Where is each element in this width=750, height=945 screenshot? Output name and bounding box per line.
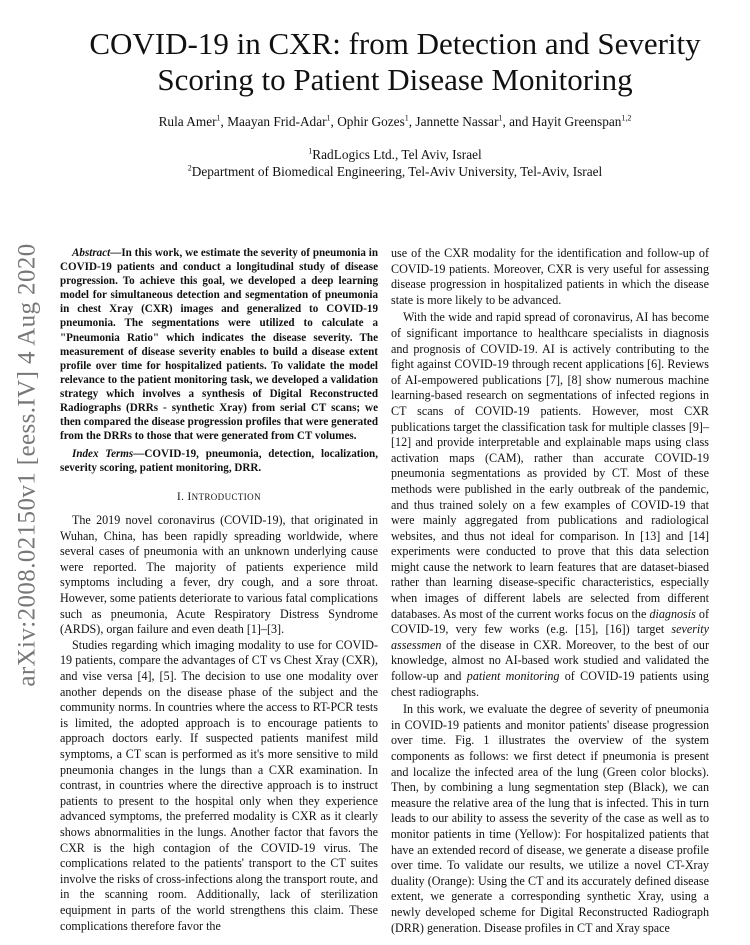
affiliation-2: [60, 164, 730, 180]
paragraph-text: With the wide and rapid spread of coronavirus, AI has become of significant importance to healthcare specialists in diagnosis and prognosis of COVID-19. AI is actively contributing to the fight against COVID-19 through recent applications [6]. Reviews of AI-empowered publications [7], [8] show numerous machine learning-based research on segmentations of infected regions in CT scans of COVID-19 patients. However, most CXR publications target the classification task for multiple classes [9]–[12] and provide interpretable and explainable maps using class activation maps (CAM), rather than accurate COVID-19 pneumonia segmentations as provided by CT. Most of these methods were published in the early outbreak of the pandemic, and thus trained solely on a few examples of COVID-19 that were mainly aggregated from publications and radiological websites, and thus not ideal for comparison. In [13] and [14] experiments were conducted to prove that this data selection might cause the network to learn features that are dataset-biased rather than learning disease-specific characteristics, especially when images of different labels are selected from different databases. As most of the current works focus on the: [391, 310, 709, 621]
abstract: [60, 246, 378, 443]
author-affil-mark: 1: [326, 113, 331, 123]
author-name: Rula Amer: [158, 114, 217, 129]
left-column: [60, 246, 378, 934]
section-number: I.: [177, 490, 185, 503]
index-terms-label: Index Terms: [72, 448, 134, 461]
paragraph-text: of COVID-19 patients using chest radiographs.: [391, 669, 709, 699]
emphasis-monitoring: patient monitoring: [466, 669, 560, 684]
paragraph: Studies regarding which imaging modality to use for COVID-19 patients, compare the advantages of CT vs Chest Xray (CXR), and vise versa [4], [5]. The decision to use one modality over another depends on the disease phase of the subject and the community norms. In countries where the access to RT-PCR tests is limited, the adopted approach is to encourage patients to approach doctors early. If suspected patients manifest mild symptoms, a CT scan is performed as it's more sensitive to mild pneumonia changes in the lungs than a CXR examination. In contrast, in countries where the directive approach is to instruct patients to present to the hospital only when they experience advanced symptoms, the preferred modality is CXR as it clearly shows abnormalities in the lungs. Another factor that favors the CXR is the high contagion of the COVID-19 virus. The complications related to the patients' transport to the CT suites involve the risks of cross-infections along the transport route, and in the scanning room. Additionally, lack of sterilization equipment in parts of the world strengthens this claim. These complications therefore favor the: [60, 637, 378, 933]
author-name: Maayan Frid-Adar: [227, 114, 327, 129]
index-terms-text: —COVID-19, pneumonia, detection, localization, severity scoring, patient monitoring, DRR.: [60, 448, 379, 475]
paper-title: COVID-19 in CXR: from Detection and Severity Scoring to Patient Disease Monitoring: [89, 26, 701, 97]
section-heading: [60, 490, 378, 506]
emphasis-diagnosis: diagnosis: [649, 606, 696, 621]
abstract-label: Abstract: [72, 247, 111, 259]
right-column: [391, 246, 709, 936]
author-name: Ophir Gozes: [337, 114, 405, 129]
section-title-initial: I: [187, 490, 192, 503]
author-affil-mark: 1: [404, 113, 409, 123]
affiliation-1: [60, 147, 730, 163]
paragraph: [391, 310, 709, 700]
paragraph: use of the CXR modality for the identification and follow-up of COVID-19 patients. Moreover, CXR is very useful for assessing disease progression in hospitalized patients in which the disease state is more likely to be advanced.: [391, 246, 709, 307]
paragraph: The 2019 novel coronavirus (COVID-19), that originated in Wuhan, China, has been rapidly spreading worldwide, where several cases of pneumonia with an unknown underlying cause were reported. The majority of patients experience mild symptoms including a fever, dry cough, and a sore throat. However, some patients deteriorate to various fatal complications such as pneumonia, Acute Respiratory Distress Syndrome (ARDS), organ failure and even death [1]–[3].: [60, 513, 378, 637]
paragraph-text: of COVID-19, very few works (e.g. [15], [16]) target: [391, 606, 709, 637]
section-title-rest: NTRODUCTION: [191, 491, 261, 502]
author-name: Hayit Greenspan: [531, 114, 622, 129]
affiliation-number: 2: [187, 163, 192, 173]
paragraph-text: of the disease in CXR. Moreover, to the best of our knowledge, almost no AI-based work studied and validated the follow-up and: [391, 637, 709, 684]
arxiv-stamp-text: arXiv:2008.02150v1 [eess.IV] 4 Aug 2020: [14, 243, 42, 687]
affiliation-text: Department of Biomedical Engineering, Tel-Aviv University, Tel-Aviv, Israel: [191, 164, 603, 179]
author-affil-mark: 1: [216, 113, 221, 123]
author-list: Rula Amer$^1$, Maayan Frid-Adar$^1$, Ophir Gozes$^1$, Jannette Nassar$^1$, and Hayit Greenspan$^{1,2}$: [158, 113, 632, 129]
author-name: Jannette Nassar: [415, 114, 499, 129]
emphasis-severity: severity assessmen: [391, 622, 709, 652]
affiliation-number: 1: [308, 146, 313, 156]
abstract-text: —In this work, we estimate the severity of pneumonia in COVID-19 patients and conduct a longitudinal study of disease progression. To achieve this goal, we developed a deep learning model for simultaneous detection and segmentation of pneumonia in chest Xray (CXR) images and generalized to COVID-19 pneumonia. The segmentations were utilized to calculate a "Pneumonia Ratio" which indicates the disease severity. The measurement of disease severity enables to build a disease extent profile over time for hospitalized patients. To validate the model relevance to the patient monitoring task, we developed a validation strategy which involves a synthesis of Digital Reconstructed Radiographs (DRRs - synthetic Xray) from serial CT scans; we then compared the disease progression profiles that were generated from the DRRs to those that were generated from CT volumes.: [60, 247, 378, 443]
arxiv-stamp: [2, 240, 54, 690]
affiliation-text: RadLogics Ltd., Tel Aviv, Israel: [312, 147, 482, 162]
index-terms: [60, 447, 378, 475]
author-affil-mark: 1: [498, 113, 503, 123]
paragraph: In this work, we evaluate the degree of severity of pneumonia in COVID-19 patients and monitor patients' disease progression over time. Fig. 1 illustrates the overview of the system components as follows: we first detect if pneumonia is present and localize the infected area of the lung (Green color blocks). Then, by combining a lung segmentation step (Black), we can measure the relative area of the lung that is infected. This in turn leads to our ability to assess the severity of the case as well as to monitor patients in time (Yellow): For hospitalized patients that have an extended record of disease, we generate a disease profile over time. To validate our results, we utilize a novel CT-Xray duality (Orange): Using the CT and its accurately defined disease extent, we generate a corresponding synthetic Xray, using a newly developed scheme for Digital Reconstructed Radiograph (DRR) generation. Disease profiles in CT and Xray space: [391, 702, 709, 935]
author-affil-mark: 1,2: [621, 113, 632, 123]
author-and: and: [509, 114, 529, 129]
